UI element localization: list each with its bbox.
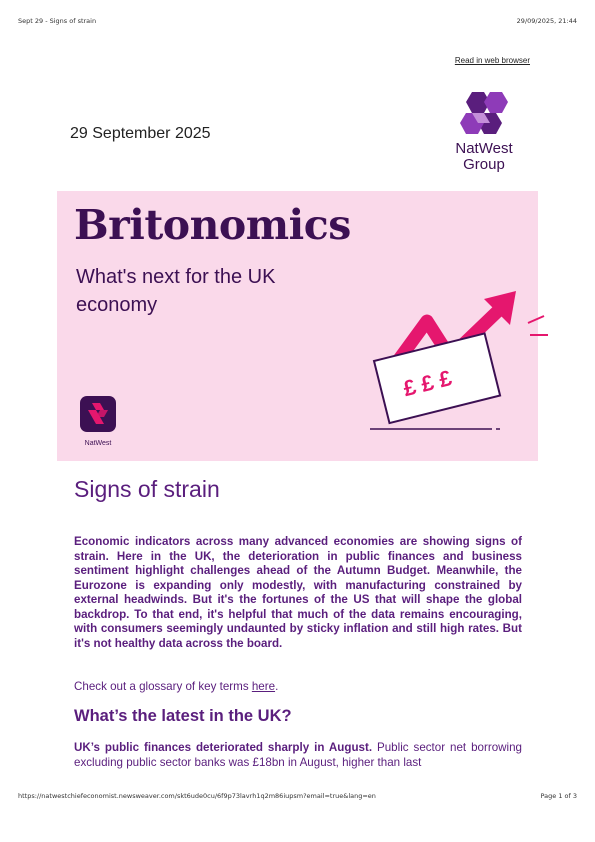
pound-signs: £ £ £ [400, 365, 455, 402]
intro-paragraph: Economic indicators across many advanced economies are showing signs of strain. Here in the UK, the deterioration in public finances and business sentiment highlight challenges ahead of the Autumn Budget. Meanwhile, the Eurozone is expanding only modestly, with manufacturing constrained by external headwinds. But it's the fortunes of the US that will shape the global backdrop. To that end, it's helpful that much of the data remains encouraging, with consumers seemingly undaunted by sticky inflation and still high rates. But it's not healthy data across the board. [74, 535, 522, 650]
natwest-cubes-icon [459, 92, 509, 134]
glossary-line [74, 680, 522, 693]
read-in-browser-link[interactable]: Read in web browser [454, 56, 530, 65]
print-header-timestamp: 29/09/2025, 21:44 [516, 17, 577, 25]
banner-natwest-logo [80, 396, 116, 447]
banner-logo-label: NatWest [84, 440, 112, 447]
section-lead: UK’s public finances deteriorated sharply in August. [74, 741, 373, 754]
glossary-suffix: . [275, 680, 279, 693]
natwest-group-logo [452, 92, 516, 172]
section-heading: What’s the latest in the UK? [74, 707, 292, 725]
rising-pound-illustration [362, 291, 562, 441]
banner-subtitle: What's next for the UK economy [76, 266, 276, 316]
print-footer [18, 792, 577, 800]
print-header [18, 17, 577, 25]
banner-title: Britonomics [74, 201, 351, 249]
print-footer-url: https://natwestchiefeconomist.newsweaver.com/skt6ude0cu/6f9p73lavrh1q2m86iupsm?email=true&lang=en [18, 792, 376, 800]
natwest-tile-icon [80, 396, 116, 432]
print-footer-page: Page 1 of 3 [540, 792, 577, 800]
article-headline: Signs of strain [74, 476, 220, 502]
issue-date: 29 September 2025 [70, 125, 211, 142]
glossary-prefix: Check out a glossary of key terms [74, 680, 252, 693]
logo-name: NatWest [455, 140, 513, 157]
logo-sub: Group [463, 156, 505, 173]
section-body: Public sector net borrowing excluding public sector banks was £18bn in August, higher than last [74, 741, 522, 769]
britonomics-banner [57, 191, 538, 461]
print-header-title: Sept 29 - Signs of strain [18, 17, 97, 25]
section-paragraph [74, 741, 522, 770]
glossary-link[interactable]: here [251, 680, 276, 693]
